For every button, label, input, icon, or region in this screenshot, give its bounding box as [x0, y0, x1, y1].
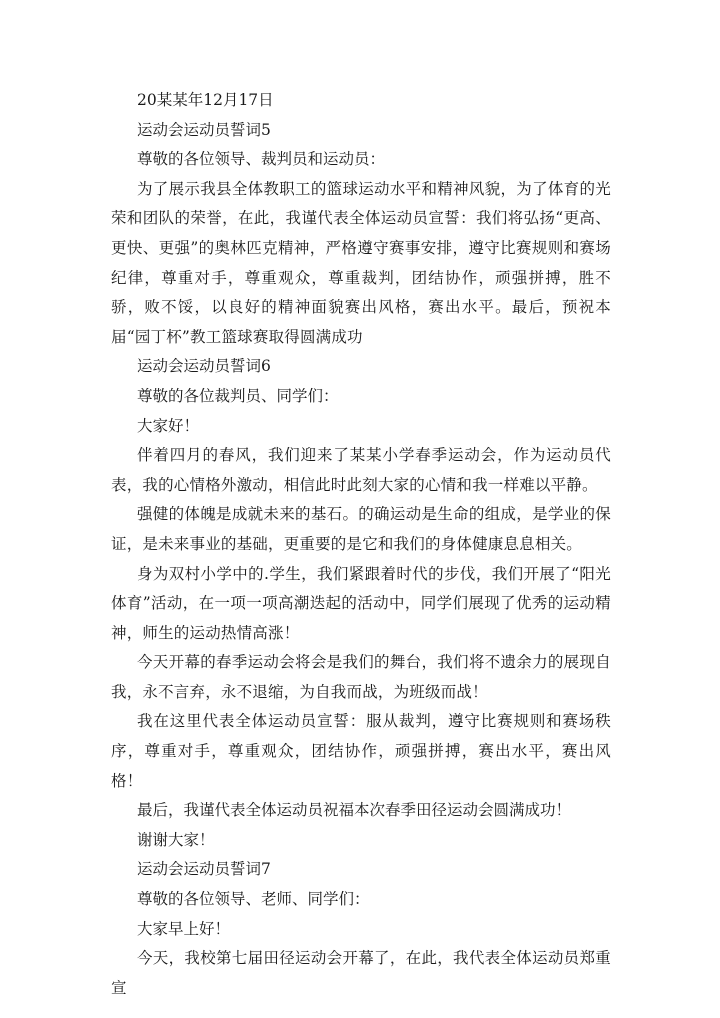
greeting-6: 大家好！ — [137, 416, 200, 435]
oath-6-paragraph-4: 今天开幕的春季运动会将会是我们的舞台，我们将不遗余力的展现自我，永不言弃，永不退缩，为自我而战，为班级而战！ — [111, 653, 611, 701]
oath-6-paragraph-3: 身为双村小学中的.学生，我们紧跟着时代的步伐，我们开展了“阳光体育”活动，在一项一项高潮迭起的活动中，同学们展现了优秀的运动精神，师生的运动热情高涨！ — [111, 564, 611, 642]
oath-6-paragraph-5: 我在这里代表全体运动员宣誓：服从裁判，遵守比赛规则和赛场秩序，尊重对手，尊重观众，团结协作，顽强拼搏，赛出水平，赛出风格！ — [111, 712, 611, 790]
section-heading-5: 运动会运动员誓词5 — [137, 120, 271, 139]
oath-6-paragraph-1: 伴着四月的春风，我们迎来了某某小学春季运动会，作为运动员代表，我的心情格外激动，相信此时此刻大家的心情和我一样难以平静。 — [111, 446, 611, 494]
oath-6-closing: 最后，我谨代表全体运动员祝福本次春季田径运动会圆满成功！ — [137, 801, 572, 820]
oath-6-thanks: 谢谢大家！ — [137, 830, 215, 849]
oath-6-paragraph-2: 强健的体魄是成就未来的基石。的确运动是生命的组成，是学业的保证，是未来事业的基础，更重要的是它和我们的身体健康息息相关。 — [111, 505, 611, 553]
oath-5-paragraph: 为了展示我县全体教职工的篮球运动水平和精神风貌，为了体育的光荣和团队的荣誉，在此，我谨代表全体运动员宣誓：我们将弘扬“更高、更快、更强”的奥林匹克精神，严格遵守赛事安排，遵守比赛规则和赛场纪律，尊重对手，尊重观众，尊重裁判，团结协作，顽强拼搏，胜不骄，败不馁，以良好的精神面貌赛出风格，赛出水平。最后，预祝本届“园丁杯”教工篮球赛取得圆满成功 — [111, 179, 611, 346]
salutation-5: 尊敬的各位领导、裁判员和运动员： — [137, 150, 386, 169]
salutation-7: 尊敬的各位领导、老师、同学们： — [137, 890, 370, 909]
date-line: 20某某年12月17日 — [137, 91, 274, 109]
greeting-7: 大家早上好！ — [137, 919, 231, 938]
oath-7-paragraph-1: 今天，我校第七届田径运动会开幕了，在此，我代表全体运动员郑重宣 — [111, 949, 611, 997]
section-heading-6: 运动会运动员誓词6 — [137, 357, 271, 376]
section-heading-7: 运动会运动员誓词7 — [137, 860, 271, 879]
salutation-6: 尊敬的各位裁判员、同学们： — [137, 386, 339, 405]
document-body — [111, 86, 611, 1003]
